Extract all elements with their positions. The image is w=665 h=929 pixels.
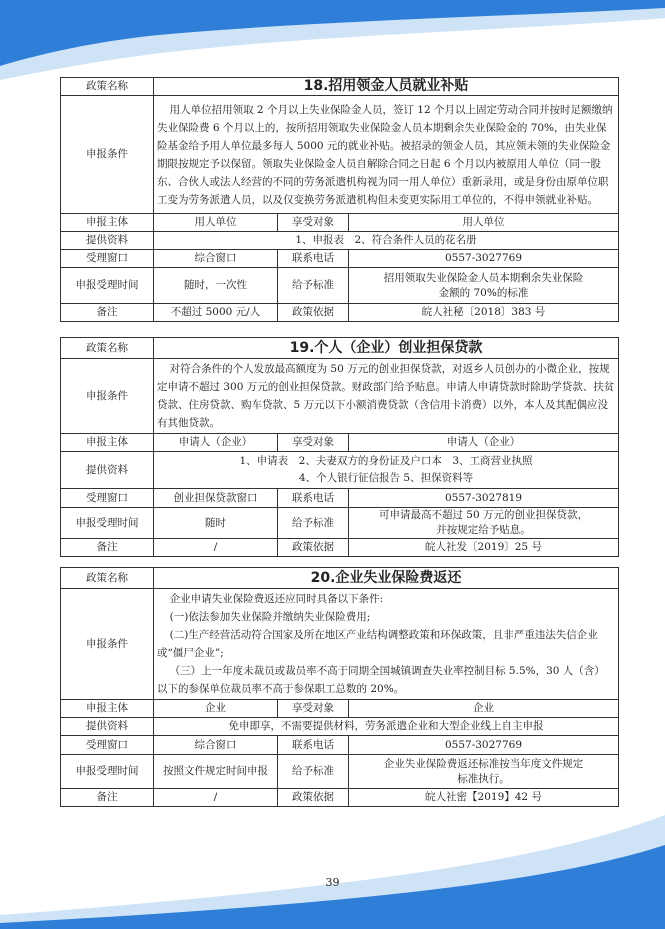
label-name: 政策名称: [61, 78, 154, 96]
row-time: [61, 508, 619, 539]
label-materials: 提供资料: [61, 718, 154, 736]
condition-text: 企业申请失业保险费返还应同时具备以下条件:: [169, 593, 384, 605]
conditions-cell: [154, 96, 619, 214]
target-value: 企业: [349, 700, 619, 718]
row-materials: [61, 452, 619, 489]
materials-cell: [154, 452, 619, 489]
label-target: 享受对象: [278, 700, 349, 718]
row-note: [61, 304, 619, 322]
top-wave-decoration: [0, 0, 665, 80]
label-materials: 提供资料: [61, 452, 154, 489]
condition-text: (一)依法参加失业保险并缴纳失业保险费用;: [169, 611, 371, 623]
label-phone: 联系电话: [278, 736, 349, 755]
label-time: 申报受理时间: [61, 508, 154, 539]
label-name: 政策名称: [61, 338, 154, 359]
label-subject: 申报主体: [61, 700, 154, 718]
label-note: 备注: [61, 789, 154, 807]
row-policy-name: [61, 568, 619, 589]
phone-value: 0557-3027769: [349, 250, 619, 268]
window-value: 创业担保贷款窗口: [154, 489, 278, 508]
policy-table: [60, 77, 619, 322]
row-time: [61, 755, 619, 789]
label-window: 受理窗口: [61, 736, 154, 755]
label-standard: 给予标准: [278, 268, 349, 304]
subject-value: 用人单位: [154, 214, 278, 232]
label-conditions: 申报条件: [61, 96, 154, 214]
material-line: 1、申请表 2、夫妻双方的身份证及户口本 3、工商营业执照: [239, 455, 533, 467]
target-value: 用人单位: [349, 214, 619, 232]
subject-value: 申请人（企业）: [154, 434, 278, 452]
condition-text: 对符合条件的个人发放最高额度为 50 万元的创业担保贷款，对返乡人员创办的小微企业，按规定申请不超过 300 万元的创业担保贷款。财政部门给予贴息。申请人申请贷款时除助学贷款、扶贫贷款、住房贷款、购车贷款、5 万元以下小额消费贷款（含信用卡消费）以外，本人及其配偶应没有其他贷款。: [157, 363, 615, 429]
row-policy-name: [61, 78, 619, 96]
material-line: 4、个人银行征信报告 5、担保资料等: [298, 472, 474, 484]
policy-title: 19.个人（企业）创业担保贷款: [154, 338, 619, 359]
material-line: 免申即享，不需要提供材料，劳务派遣企业和大型企业线上自主申报: [228, 720, 544, 732]
page-number: 39: [325, 876, 340, 889]
label-standard: 给予标准: [278, 508, 349, 539]
phone-value: 0557-3027769: [349, 736, 619, 755]
label-basis: 政策依据: [278, 304, 349, 322]
row-window: [61, 250, 619, 268]
label-window: 受理窗口: [61, 250, 154, 268]
label-subject: 申报主体: [61, 434, 154, 452]
label-target: 享受对象: [278, 214, 349, 232]
conditions-cell: [154, 589, 619, 700]
row-conditions: [61, 359, 619, 434]
label-time: 申报受理时间: [61, 755, 154, 789]
label-conditions: 申报条件: [61, 359, 154, 434]
bottom-wave-decoration: [0, 815, 665, 929]
label-basis: 政策依据: [278, 789, 349, 807]
label-conditions: 申报条件: [61, 589, 154, 700]
row-materials: [61, 232, 619, 250]
basis-value: 皖人社发〔2019〕25 号: [349, 539, 619, 557]
note-value: /: [154, 539, 278, 557]
policy-table: [60, 337, 619, 557]
condition-text: （三）上一年度未裁员或裁员率不高于同期全国城镇调查失业率控制目标 5.5%，30 人（含）以下的参保单位裁员率不高于参保职工总数的 20%。: [157, 665, 605, 695]
label-subject: 申报主体: [61, 214, 154, 232]
row-subject: [61, 700, 619, 718]
standard-line: 并按规定给予贴息。: [436, 524, 531, 536]
row-window: [61, 736, 619, 755]
basis-value: 皖人社密【2019】42 号: [349, 789, 619, 807]
label-target: 享受对象: [278, 434, 349, 452]
standard-cell: [349, 268, 619, 304]
time-value: 随时: [154, 508, 278, 539]
label-note: 备注: [61, 304, 154, 322]
target-value: 申请人（企业）: [349, 434, 619, 452]
row-conditions: [61, 589, 619, 700]
row-policy-name: [61, 338, 619, 359]
standard-cell: [349, 755, 619, 789]
note-value: 不超过 5000 元/人: [154, 304, 278, 322]
note-value: /: [154, 789, 278, 807]
row-conditions: [61, 96, 619, 214]
standard-line: 标准执行。: [457, 772, 510, 785]
condition-text: (二)生产经营活动符合国家及所在地区产业结构调整政策和环保政策，且非严重违法失信企业或“僵尸企业”;: [157, 629, 598, 659]
standard-line: 招用领取失业保险金人员本期剩余失业保险: [383, 271, 584, 284]
label-standard: 给予标准: [278, 755, 349, 789]
standard-line: 金额的 70%的标准: [438, 286, 529, 299]
row-subject: [61, 434, 619, 452]
label-phone: 联系电话: [278, 489, 349, 508]
policy-title: 18.招用领金人员就业补贴: [154, 78, 619, 96]
basis-value: 皖人社秘〔2018〕383 号: [349, 304, 619, 322]
label-basis: 政策依据: [278, 539, 349, 557]
label-window: 受理窗口: [61, 489, 154, 508]
conditions-cell: [154, 359, 619, 434]
time-value: 随时，一次性: [154, 268, 278, 304]
time-value: 按照文件规定时间申报: [154, 755, 278, 789]
material-line: 1、申报表 2、符合条件人员的花名册: [295, 234, 477, 246]
materials-cell: [154, 718, 619, 736]
subject-value: 企业: [154, 700, 278, 718]
label-note: 备注: [61, 539, 154, 557]
standard-line: 企业失业保险费返还标准按当年度文件规定: [383, 757, 584, 770]
label-name: 政策名称: [61, 568, 154, 589]
policy-table: [60, 567, 619, 807]
condition-text: 用人单位招用领取 2 个月以上失业保险金人员，签订 12 个月以上固定劳动合同并按时足额缴纳失业保险费 6 个月以上的，按所招用领取失业保险金人员本期剩余失业保险金的 70%，由失业保险基金给予用人单位最多每人 5000 元的就业补贴。被招录的领金人员，其应领未领的失业保险金期限按规定予以保留。领取失业保险金人员自解除合同之日起 6 个月以内被原用人单位（同一股东、合伙人或法人经营的不同的劳务派遣机构视为同一用人单位）重新录用，或是身份由原单位职工变为劳务派遣人员，以及仅变换劳务派遣机构但未变更实际用工单位的，不得申领就业补贴。: [157, 103, 613, 206]
row-note: [61, 539, 619, 557]
standard-line: 可申请最高不超过 50 万元的创业担保贷款，: [378, 509, 589, 521]
row-time: [61, 268, 619, 304]
row-window: [61, 489, 619, 508]
phone-value: 0557-3027819: [349, 489, 619, 508]
window-value: 综合窗口: [154, 250, 278, 268]
label-materials: 提供资料: [61, 232, 154, 250]
row-materials: [61, 718, 619, 736]
materials-cell: [154, 232, 619, 250]
row-subject: [61, 214, 619, 232]
policy-title: 20.企业失业保险费返还: [154, 568, 619, 589]
standard-cell: [349, 508, 619, 539]
window-value: 综合窗口: [154, 736, 278, 755]
row-note: [61, 789, 619, 807]
label-phone: 联系电话: [278, 250, 349, 268]
label-time: 申报受理时间: [61, 268, 154, 304]
